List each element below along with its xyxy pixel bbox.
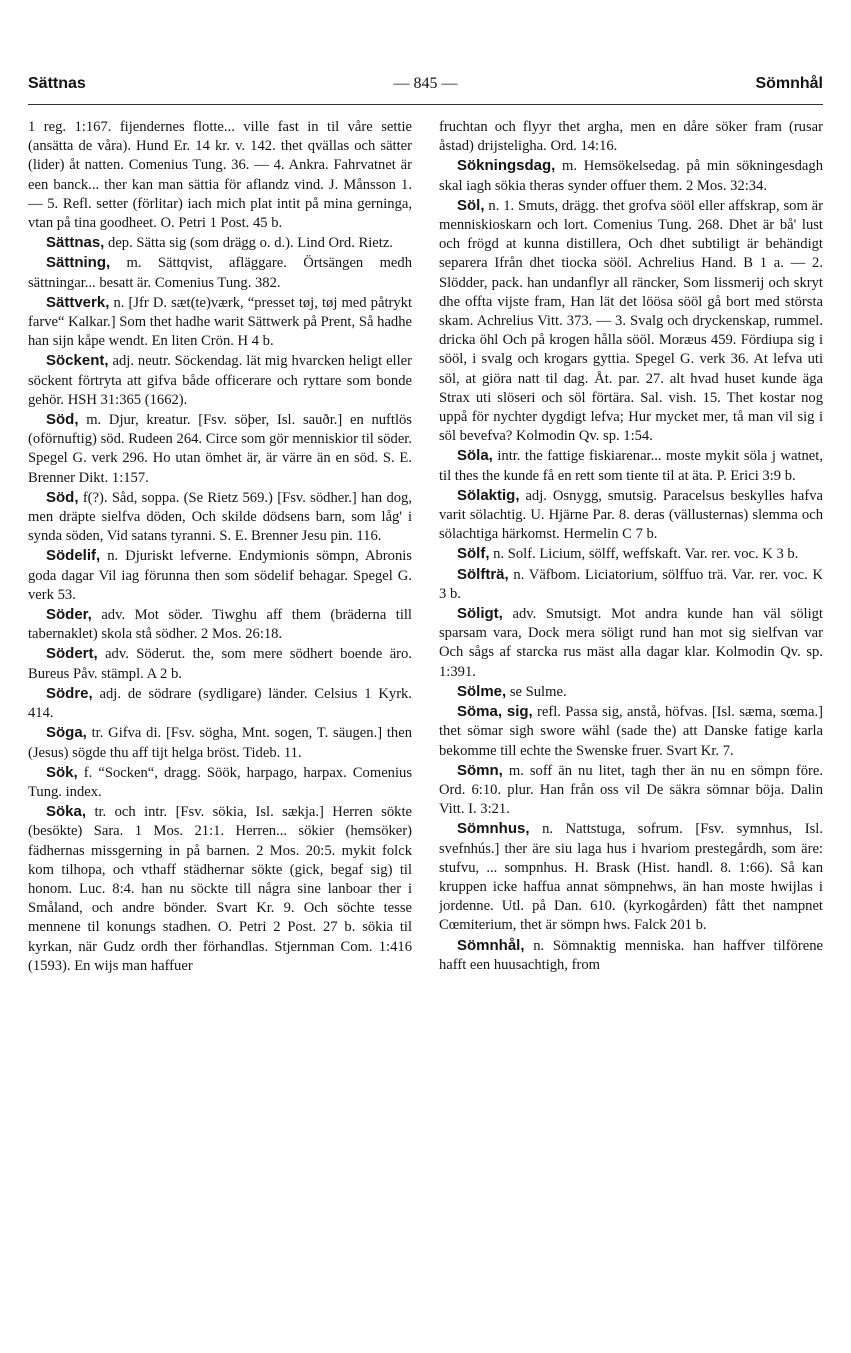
entry-text: intr. the fattige fiskiarenar... moste mykit söla j watnet, til thes the kunde få en rett som tiente til at äta. P. Erici 3:9 b.	[439, 448, 823, 484]
dictionary-entry	[439, 118, 823, 156]
entry-text: n. Sömnaktig menniska. han haffver tilförene hafft een huusachtigh, from	[439, 937, 823, 973]
dictionary-entry	[439, 682, 823, 702]
entry-headword: Söma, sig,	[457, 703, 533, 721]
entry-headword: Söligt,	[457, 605, 503, 623]
entry-text: n. Solf. Licium, sölff, weffskaft. Var. rer. voc. K 3 b.	[493, 546, 799, 563]
page-body	[28, 118, 823, 1313]
entry-text: n. Nattstuga, sofrum. [Fsv. symnhus, Isl. svefnhús.] ther äre siu laga hus i hvariom prestegårdh, som äre: stufvu, ... sompnhus. H. Brask (Hist. handl. 8. 1:66). Så kan kruppen icke haffua annat sömpnehws, än han moste hwijlas i jordenne. Utl. på Dan. 610. (kyrkogården) fått thet nampnet Cœmiterium, thet är sömpn hws. Falck 201 b.	[439, 821, 823, 934]
entry-headword: Sölfträ,	[457, 565, 509, 583]
entry-text: adj. Osnygg, smutsig. Paracelsus beskylles hafva varit sölachtig. U. Hjärne Par. 8. deras (vällusternas) slemma och sölachtiga härkomst. Hermelin C 7 b.	[439, 487, 823, 543]
dictionary-entry	[28, 253, 412, 292]
entry-headword: Söka,	[46, 803, 87, 821]
dictionary-entry	[28, 546, 412, 605]
entry-text: m. Hemsökelsedag. på min sökningesdagh skal iagh sökia theras synder offuer them. 2 Mos. 32:34.	[439, 158, 823, 194]
dictionary-entry	[28, 293, 412, 352]
header-rule	[28, 104, 823, 105]
entry-headword: Sättverk,	[46, 293, 110, 311]
entry-headword: Söckent,	[46, 352, 109, 370]
entry-headword: Söga,	[46, 724, 87, 742]
entry-headword: Sömn,	[457, 761, 503, 779]
entry-text: fruchtan och flyyr thet argha, men en dåre söker fram (rusar åstad) drijsteligha. Ord. 14:16.	[439, 119, 823, 155]
header-last-headword: Sömnhål	[755, 75, 823, 92]
entry-headword: Sökningsdag,	[457, 157, 556, 175]
entry-headword: Söder,	[46, 606, 92, 624]
dictionary-entry	[439, 702, 823, 761]
dictionary-entry	[439, 156, 823, 195]
entry-headword: Sölme,	[457, 682, 507, 700]
entry-headword: Södert,	[46, 645, 98, 663]
entry-text: n. [Jfr D. sæt(te)værk, “presset tøj, tøj med påtrykt farve“ Kalkar.] Som thet hadhe warit Sättwerk på Prent, Så hadhe han sijn kåpe wendt. En liten Crön. H 4 b.	[28, 294, 412, 350]
entry-text: adj. neutr. Söckendag. lät mig hvarcken heligt eller söckent förtryta att gifva både officerare och ryttare som bonde gehör. HSH 31:365 (1662).	[28, 353, 412, 408]
dictionary-entry	[28, 351, 412, 410]
left-column	[28, 118, 412, 1313]
dictionary-entry	[28, 118, 412, 233]
entry-text: tr. och intr. [Fsv. sökia, Isl. sækja.] Herren sökte (besökte) Sara. 1 Mos. 21:1. Herren... sökier (hemsöker) fädhernas missgerning in på barnen. 2 Mos. 20:5. mykit folck kom tilhopa, och vthaff städhernar sökte (gick, begaf sig) til honom. Luc. 8:4. han nu söckte till några sine lanboar ther i Småland, och andre bönder. Svart Kr. 9. Och söchte tesse mennene til konungs stadhen. O. Petri 2 Post. 27 b. sökia til kyrkan, när Gudz ordh ther förhandlas. Stjernman Com. 1:416 (1593). En wijs man haffuer	[28, 804, 412, 974]
entry-headword: Sölaktig,	[457, 486, 520, 504]
right-column	[439, 118, 823, 1313]
dictionary-entry	[439, 819, 823, 935]
dictionary-entry	[28, 410, 412, 488]
page-header	[28, 75, 823, 101]
entry-text: refl. Passa sig, anstå, höfvas. [Isl. sæma, sœma.] thet sömar sigh swore wähl (sade the) att Danske fatige karla bekomme till echte the Swenske fruer. Svart Kr. 7.	[439, 704, 823, 759]
entry-text: adv. Söderut. the, som mere södhert boende äro. Bureus Påv. stämpl. A 2 b.	[28, 646, 412, 682]
dictionary-entry	[28, 763, 412, 802]
entry-headword: Sök,	[46, 763, 78, 781]
page-number: — 845 —	[393, 75, 458, 92]
entry-text: n. Väfbom. Liciatorium, sölffuo trä. Var. rer. voc. K 3 b.	[439, 566, 823, 602]
dictionary-entry	[439, 565, 823, 604]
entry-headword: Sölf,	[457, 545, 490, 563]
entry-text: f(?). Såd, soppa. (Se Rietz 569.) [Fsv. södher.] han dog, men dräpte sielfva döden, Och skilde dödsens barn, som låg' i synda söden, Vid satans tyranni. S. E. Brenner Jesu pin. 116.	[28, 489, 412, 545]
dictionary-entry	[439, 936, 823, 975]
entry-text: dep. Sätta sig (som drägg o. d.). Lind Ord. Rietz.	[108, 235, 393, 252]
dictionary-entry	[439, 486, 823, 545]
dictionary-entry	[28, 684, 412, 723]
entry-headword: Sättnas,	[46, 234, 105, 252]
entry-text: adv. Smutsigt. Mot andra kunde han väl söligt sparsam vara, Dock mera söligt rund han mot sig sielfvan var Och sågs af starcka rus mäst alla dagar klar. Kolmodin Qv. sp. 1:391.	[439, 606, 823, 680]
dictionary-entry	[28, 488, 412, 547]
dictionary-entry	[439, 604, 823, 682]
entry-headword: Södre,	[46, 684, 93, 702]
dictionary-entry	[28, 233, 412, 253]
dictionary-entry	[439, 761, 823, 820]
entry-text: f. “Socken“, dragg. Söök, harpago, harpax. Comenius Tung. index.	[28, 764, 412, 800]
entry-text: adj. de södrare (sydligare) länder. Celsius 1 Kyrk. 414.	[28, 685, 412, 722]
entry-headword: Söl,	[457, 196, 485, 214]
entry-text: 1 reg. 1:167. fijendernes flotte... ville fast in til våre settie (ansätta de våra). Hund Er. 14 kr. v. 142. thet qvällas och sätter (lider) åt natten. Comenius Tung. 36. — 4. Ankra. Fahrvatnet är een banck... ther kan man sättia för aflandz vind. J. Månsson 1. — 5. Refl. setter (förlitar) iach mich plat intit på mina gerninga, vtan på tina goodheet. O. Petri 1 Post. 45 b.	[28, 119, 412, 232]
entry-text: m. Djur, kreatur. [Fsv. söþer, Isl. sauðr.] en nuftlös (oförnuftig) söd. Rudeen 264. Circe som gör menniskior til söder. Spegel G. verk 296. Ho utan ömhet är, är värre än en söd. S. E. Brenner Dikt. 1:157.	[28, 412, 412, 486]
entry-headword: Söd,	[46, 411, 79, 429]
entry-headword: Sättning,	[46, 254, 111, 272]
entry-headword: Söla,	[457, 447, 493, 465]
header-first-headword: Sättnas	[28, 75, 86, 92]
entry-text: adv. Mot söder. Tiwghu aff them (bräderna till tabernaklet) skola stå södher. 2 Mos. 26:18.	[28, 607, 412, 643]
entry-text: tr. Gifva di. [Fsv. sögha, Mnt. sogen, T. säugen.] then (Jesus) sögde thu aff tijt helga bröst. Tideb. 11.	[28, 725, 412, 761]
entry-text: se Sulme.	[509, 683, 567, 700]
entry-headword: Söd,	[46, 488, 79, 506]
entry-text: n. Djuriskt lefverne. Endymionis sömpn, Abronis goda dagar Vil iag förunna then som södelif behagar. Spegel G. verk 53.	[28, 548, 412, 603]
dictionary-entry	[28, 723, 412, 762]
dictionary-entry	[439, 196, 823, 447]
dictionary-entry	[439, 446, 823, 485]
entry-headword: Sömnhus,	[457, 820, 530, 838]
entry-headword: Södelif,	[46, 547, 101, 565]
dictionary-entry	[28, 802, 412, 976]
entry-text: m. Sättqvist, afläggare. Örtsängen medh sättningar... besatt är. Comenius Tung. 382.	[28, 255, 412, 291]
entry-text: m. soff än nu litet, tagh ther än nu en sömpn före. Ord. 6:10. plur. Han från oss vil De säkra sömnar böja. Dalin Vitt. I. 3:21.	[439, 762, 823, 818]
entry-text: n. 1. Smuts, drägg. thet grofva sööl eller affskrap, som är menniskioskarn och lort. Comenius Tung. 268. Dhet är bå' lust och frögd at kunna distillera, Och dhet subtiligt är behändigt separera Ifrån dhet tiocka sööl. Achrelius Hand. B 1 a. — 2. Slödder, pack. han undanflyr all räncker, Som lissmerij och skryt dhe offta vijste fram, Han lät det löösa sööl gå bort med största skam. Achrelius Vitt. 373. — 3. Svalg och dryckenskap, rummel. dricka öhl Och på krogen hålla sööl. Moræus 459. Fördiupa sig i sööl, i svalg och krogars gyttia. Spegel G. verk 36. At lefva uti söl, at giöra natt til dag. Åt. par. 27. alt hvad huset kunde äga Strax uti slöseri och söl förtära. Sal. vish. 15. Thet kostar nog uppå för nychter dygdigt lefva; Hur mycket mer, tå man vil sig i söl bevefva? Kolmodin Qv. sp. 1:54.	[439, 197, 823, 445]
dictionary-entry	[28, 644, 412, 683]
dictionary-entry	[28, 605, 412, 644]
entry-headword: Sömnhål,	[457, 936, 525, 954]
dictionary-entry	[439, 544, 823, 564]
